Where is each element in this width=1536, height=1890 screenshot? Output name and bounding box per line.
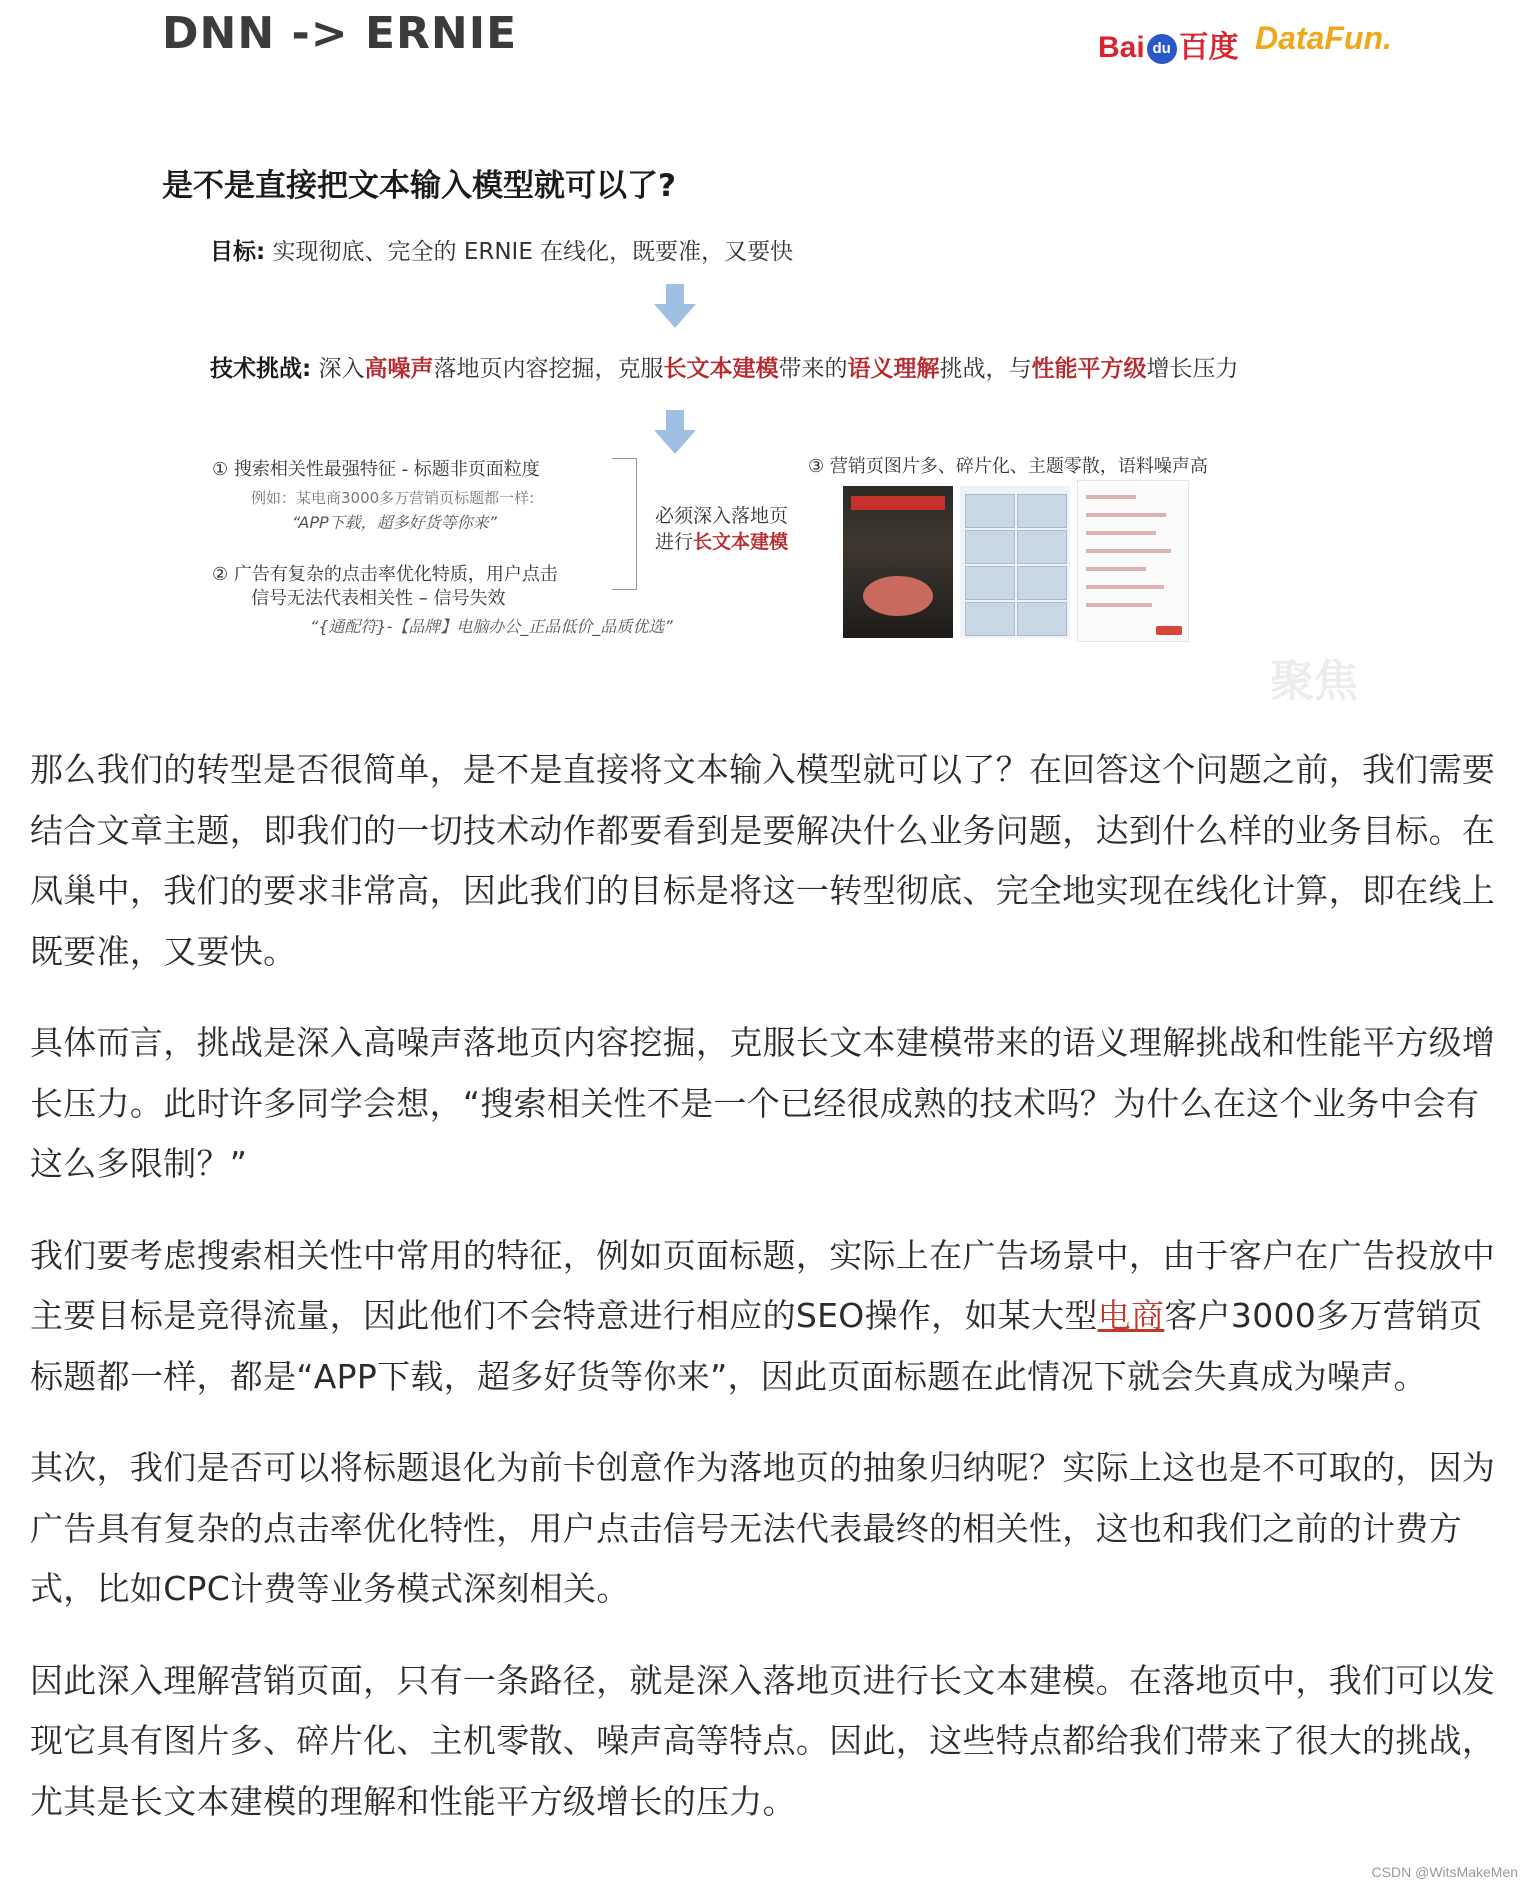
point-3: ③ 营销页图片多、碎片化、主题零散，语料噪声高	[808, 456, 1208, 477]
point-1-example: “APP下载，超多好货等你来”	[292, 513, 497, 532]
challenge-part: 深入	[318, 356, 365, 382]
goal-label: 目标:	[210, 239, 266, 265]
footer-watermark: CSDN @WitsMakeMen	[1371, 1864, 1518, 1880]
article-paragraph-4: 其次，我们是否可以将标题退化为前卡创意作为落地页的抽象归纳呢？实际上这也是不可取的，因为广告具有复杂的点击率优化特性，用户点击信号无法代表最终的相关性，这也和我们之前的计费方式，比如CPC计费等业务模式深刻相关。	[30, 1448, 1496, 1608]
challenge-part: 带来的	[778, 356, 848, 382]
challenge-part: 挑战，与	[939, 356, 1032, 382]
landing-page-thumbnail-food	[843, 486, 953, 638]
point-1-sub: 例如：某电商3000多万营销页标题都一样:	[251, 489, 535, 507]
article-paragraph-2: 具体而言，挑战是深入高噪声落地页内容挖掘，克服长文本建模带来的语义理解挑战和性能平方级增长压力。此时许多同学会想，“搜索相关性不是一个已经很成熟的技术吗？为什么在这个业务中会有这么多限制？”	[30, 1023, 1496, 1183]
slide-image	[0, 0, 1536, 707]
article-paragraph-1: 那么我们的转型是否很简单，是不是直接将文本输入模型就可以了？在回答这个问题之前，我们需要结合文章主题，即我们的一切技术动作都要看到是要解决什么业务问题，达到什么样的业务目标。在凤巢中，我们的要求非常高，因此我们的目标是将这一转型彻底、完全地实现在线化计算，即在线上既要准，又要快。	[30, 750, 1496, 971]
point-2-line-2: 信号无法代表相关性 – 信号失效	[251, 588, 506, 609]
goal-text: 实现彻底、完全的 ERNIE 在线化，既要准，又要快	[272, 239, 794, 265]
article-paragraph-3	[30, 1226, 1510, 1408]
datafun-logo: DataFun.	[1255, 20, 1392, 56]
point-2-example: “{通配符}-【品牌】电脑办公_正品低价_品质优选”	[310, 617, 673, 636]
down-arrow-icon	[654, 430, 696, 454]
bracket-divider	[612, 458, 637, 590]
baidu-paw-icon: du	[1147, 34, 1177, 64]
must-line-2-prefix: 进行	[655, 531, 694, 553]
baidu-logo-text: Bai	[1098, 31, 1145, 64]
point-2-line-1: ② 广告有复杂的点击率优化特质，用户点击	[212, 564, 558, 585]
challenge-highlight: 性能平方级	[1031, 356, 1147, 382]
must-line-1: 必须深入落地页	[655, 505, 789, 527]
challenge-highlight: 语义理解	[847, 356, 940, 382]
landing-page-thumbnail-products	[960, 486, 1070, 638]
watermark: 聚焦	[1270, 656, 1358, 707]
challenge-part: 落地页内容挖掘，克服	[433, 356, 664, 382]
challenge-part: 增长压力	[1146, 356, 1239, 382]
challenge-highlight: 高噪声	[364, 356, 434, 382]
baidu-logo-cn: 百度	[1178, 31, 1239, 64]
paragraph-3-text-b: 客户3000多万营销页标题都一样，都是“APP下载，超多好货等你来”，因此页面标题在此情况下就会失真成为噪声。	[30, 1296, 1483, 1396]
must-note	[655, 503, 788, 555]
article-body	[30, 740, 1510, 1863]
challenge-highlight: 长文本建模	[663, 356, 779, 382]
goal-line	[210, 233, 793, 266]
point-1: ① 搜索相关性最强特征 - 标题非页面粒度	[212, 459, 540, 480]
must-line-2-highlight: 长文本建模	[693, 531, 789, 553]
paragraph-3-text-a: 我们要考虑搜索相关性中常用的特征，例如页面标题，实际上在广告场景中，由于客户在广告投放中主要目标是竞得流量，因此他们不会特意进行相应的SEO操作，如某大型	[30, 1235, 1496, 1335]
landing-page-thumbnail-list	[1077, 480, 1189, 642]
baidu-logo	[1098, 22, 1239, 66]
challenge-label: 技术挑战:	[210, 356, 312, 382]
down-arrow-icon	[654, 304, 696, 328]
challenge-line	[210, 350, 1239, 383]
ecommerce-link[interactable]: 电商	[1097, 1296, 1165, 1335]
slide-title: DNN -> ERNIE	[162, 8, 518, 59]
slide-question: 是不是直接把文本输入模型就可以了?	[162, 168, 676, 204]
article-paragraph-5: 因此深入理解营销页面，只有一条路径，就是深入落地页进行长文本建模。在落地页中，我们可以发现它具有图片多、碎片化、主机零散、噪声高等特点。因此，这些特点都给我们带来了很大的挑战，尤其是长文本建模的理解和性能平方级增长的压力。	[30, 1660, 1496, 1821]
